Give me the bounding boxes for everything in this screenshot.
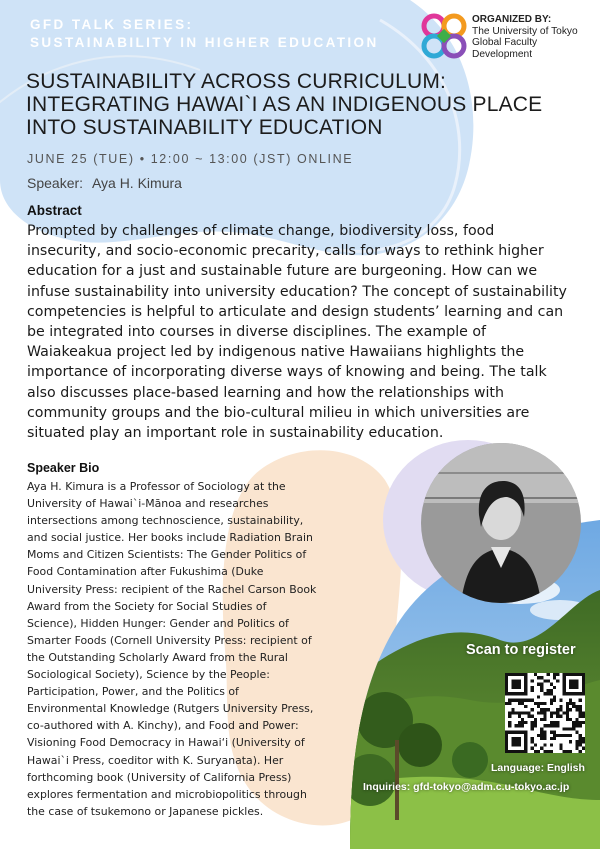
- abstract-line: situated play an important role in sustainability education.: [27, 425, 444, 442]
- bio-line: Visioning Food Democracy in Hawai‘i (University of: [27, 736, 305, 750]
- bio-body: [27, 478, 362, 820]
- abstract-line: also discusses place-based learning and how the relationships with: [27, 384, 504, 401]
- gfd-logo-icon: [420, 12, 468, 60]
- abstract-line: insecurity, and socio-economic precarity, calls for ways to rethink higher: [27, 243, 544, 260]
- speaker-line: [27, 175, 182, 191]
- organizer-line-1: The University of Tokyo: [472, 25, 578, 37]
- abstract-line: Waiakeakua project led by indigenous native Hawaiians highlights the: [27, 344, 525, 361]
- abstract-body: [27, 221, 579, 443]
- speaker-portrait: [421, 443, 581, 603]
- bio-line: Aya H. Kimura is a Professor of Sociology at the: [27, 480, 286, 493]
- bio-line: Smarter Foods (Cornell University Press: recipient of: [27, 633, 312, 647]
- bio-line: the Outstanding Scholarly Award from the Rural: [27, 650, 288, 664]
- bio-line: and social justice. Her books include Radiation Brain: [27, 531, 313, 545]
- bio-line: Participation, Power, and the Politics of: [27, 685, 239, 699]
- speaker-photo: [421, 443, 581, 603]
- bio-line: intersections among technoscience, sustainability,: [27, 514, 304, 528]
- event-title: [26, 70, 586, 139]
- bio-line: forthcoming book (University of California Press): [27, 770, 292, 784]
- bio-line: Environmental Knowledge (Rutgers University Press,: [27, 702, 314, 716]
- abstract-line: community groups and the bio-cultural milieu in which universities are: [27, 404, 530, 421]
- organizer-label: ORGANIZED BY:: [472, 14, 552, 25]
- bio-line: Award from the Society for Social Studies of: [27, 599, 267, 613]
- scan-to-register-label: Scan to register: [466, 642, 576, 658]
- bio-line: Science), Hidden Hunger: Gender and Politics of: [27, 616, 289, 630]
- abstract-line: importance of incorporating diverse ways of knowing and being. The talk: [27, 364, 547, 381]
- abstract-heading: Abstract: [27, 203, 82, 218]
- bio-heading: Speaker Bio: [27, 461, 100, 475]
- language-note: Language: English: [491, 762, 585, 774]
- bio-line: Sociological Society), Science by the People:: [27, 668, 270, 682]
- qr-code-icon: [505, 673, 585, 753]
- title-line-3: INTO SUSTAINABILITY EDUCATION: [26, 116, 383, 139]
- abstract-line: competencies is helpful to articulate and design students’ learning and can: [27, 303, 564, 320]
- bio-line: University of Hawai`i-Mānoa and researches: [27, 497, 269, 511]
- bio-line: Moms and Citizen Scientists: The Gender Politics of: [27, 548, 307, 562]
- abstract-line: Prompted by challenges of climate change, biodiversity loss, food: [27, 223, 495, 239]
- title-line-2: INTEGRATING HAWAI`I AS AN INDIGENOUS PLACE: [26, 93, 543, 116]
- registration-qr-code[interactable]: [505, 673, 585, 753]
- title-line-1: SUSTAINABILITY ACROSS CURRICULUM:: [26, 70, 447, 93]
- series-title: [30, 16, 379, 52]
- organizer-block: [420, 12, 595, 64]
- organizer-line-2: Global Faculty Development: [472, 37, 538, 60]
- series-line-1: GFD TALK SERIES:: [30, 17, 194, 32]
- series-line-2: SUSTAINABILITY IN HIGHER EDUCATION: [30, 35, 379, 50]
- speaker-label: Speaker:: [27, 175, 84, 191]
- bio-line: the case of tsukemono or Japanese pickles.: [27, 804, 264, 818]
- bio-line: Food Contamination after Fukushima (Duke: [27, 565, 264, 579]
- bio-line: University Press: recipient of the Rachel Carson Book: [27, 582, 317, 596]
- abstract-line: be integrated into courses in diverse disciplines. The example of: [27, 324, 487, 341]
- abstract-line: education for a just and sustainable future are burgeoning. How can we: [27, 263, 538, 280]
- inquiries-email[interactable]: Inquiries: gfd-tokyo@adm.c.u-tokyo.ac.jp: [363, 781, 570, 793]
- bio-line: co-authored with A. Kinchy), and Food and Power:: [27, 719, 299, 733]
- bio-line: explores fermentation and microbiopolitics through: [27, 787, 307, 801]
- bio-line: Hawai`i Press, coeditor with K. Suryanata). Her: [27, 753, 284, 767]
- abstract-line: infuse sustainability into university education? The concept of sustainability: [27, 283, 567, 300]
- speaker-name: Aya H. Kimura: [91, 175, 182, 191]
- event-datetime: JUNE 25 (TUE) • 12:00 ~ 13:00 (JST) ONLINE: [27, 152, 354, 166]
